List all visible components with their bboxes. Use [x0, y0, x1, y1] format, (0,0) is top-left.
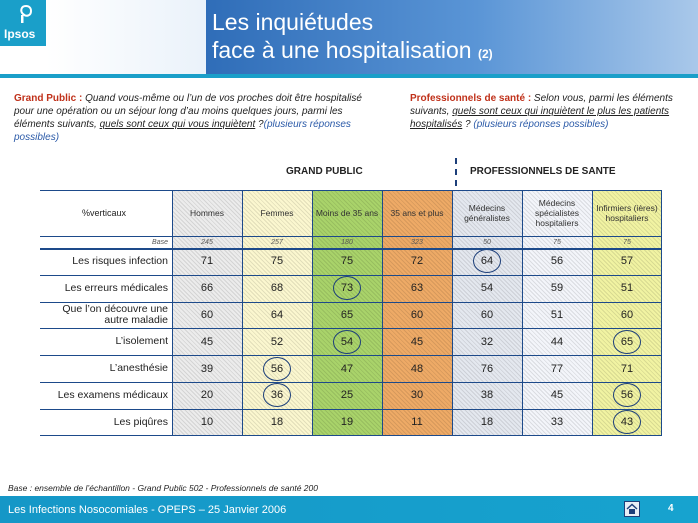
base-label: Base	[152, 238, 168, 246]
column-header: Moins de 35 ans	[315, 208, 379, 218]
footer	[0, 496, 698, 523]
table-cell	[382, 355, 452, 382]
header-left-strip	[46, 0, 206, 74]
table-cell	[382, 328, 452, 355]
cell-value: 52	[270, 335, 284, 348]
results-table	[40, 190, 662, 436]
table-cell	[522, 355, 592, 382]
title-line-2-text: face à une hospitalisation	[212, 37, 472, 63]
table-cell	[312, 382, 382, 409]
column-divider	[312, 190, 313, 436]
cell-value: 33	[550, 416, 564, 429]
base-note: Base : ensemble de l’échantillon - Grand Public 502 - Professionnels de santé 200	[8, 483, 318, 493]
cell-value: 71	[620, 362, 634, 375]
logo-mark-icon	[18, 4, 34, 24]
question-pro-lead: Professionnels de santé :	[410, 93, 532, 104]
title-line-1: Les inquiétudes	[212, 9, 374, 35]
column-header: Femmes	[260, 208, 294, 218]
table-cell	[452, 355, 522, 382]
row-divider	[40, 409, 662, 410]
table-cell	[242, 302, 312, 329]
table-cell-highlighted	[312, 328, 382, 355]
question-professionnels	[410, 92, 690, 131]
table-cell	[452, 382, 522, 409]
cell-value: 20	[200, 389, 214, 402]
cell-value: 56	[613, 383, 641, 407]
row-label: Que l’on découvre une autre maladie	[62, 302, 168, 326]
cell-value: 32	[480, 335, 494, 348]
cell-value: 75	[340, 255, 354, 268]
table-cell-highlighted	[312, 275, 382, 302]
row-divider	[40, 236, 662, 237]
base-value: 323	[411, 238, 423, 246]
column-header: Hommes	[189, 208, 224, 218]
table-cell	[172, 248, 242, 275]
cell-value: 19	[340, 416, 354, 429]
row-divider	[40, 248, 662, 250]
row-divider	[40, 302, 662, 303]
row-divider	[40, 435, 662, 436]
row-divider	[40, 328, 662, 329]
table-cell-highlighted	[592, 328, 662, 355]
table-cell	[382, 302, 452, 329]
cell-value: 45	[200, 335, 214, 348]
cell-value: 64	[270, 308, 284, 321]
question-grand-public	[14, 92, 384, 144]
table-cell	[522, 409, 592, 436]
table-cell-highlighted	[452, 248, 522, 275]
table-cell	[312, 355, 382, 382]
table-cell	[592, 248, 662, 275]
cell-value: 60	[620, 308, 634, 321]
cell-value: 54	[333, 330, 361, 354]
table-cell	[172, 328, 242, 355]
column-header: 35 ans et plus	[390, 208, 444, 218]
cell-value: 25	[340, 389, 354, 402]
table-cell	[452, 302, 522, 329]
footer-text: Les Infections Nosocomiales - OPEPS – 25 Janvier 2006	[8, 504, 287, 516]
question-gp-lead: Grand Public :	[14, 93, 83, 104]
table-cell	[172, 355, 242, 382]
base-value: 257	[271, 238, 283, 246]
table-cell	[242, 328, 312, 355]
cell-value: 60	[410, 308, 424, 321]
question-gp-underlined: quels sont ceux qui vous inquiètent	[99, 119, 256, 130]
cell-value: 56	[263, 357, 291, 381]
column-header: Médecins spécialistes hospitaliers	[535, 198, 579, 228]
question-gp-end: ?	[255, 119, 264, 130]
column-divider	[242, 190, 243, 436]
row-label: Les erreurs médicales	[64, 281, 168, 294]
cell-value: 51	[620, 282, 634, 295]
row-label: Les risques infection	[72, 254, 168, 267]
cell-value: 71	[200, 255, 214, 268]
question-pro-underlined: quels sont ceux qui inquiètent le plus les patients hospitalisés	[410, 106, 670, 130]
logo-text: Ipsos	[4, 27, 36, 41]
cell-value: 54	[480, 282, 494, 295]
table-cell	[592, 275, 662, 302]
row-label: L’anesthésie	[109, 362, 168, 375]
home-icon	[626, 503, 638, 515]
table-cell	[242, 248, 312, 275]
table-cell	[452, 275, 522, 302]
row-divider	[40, 190, 662, 191]
table-cell	[382, 248, 452, 275]
cell-value: 45	[410, 335, 424, 348]
table-cell	[172, 409, 242, 436]
cell-value: 65	[340, 308, 354, 321]
cell-value: 64	[473, 249, 501, 273]
cell-value: 45	[550, 389, 564, 402]
row-label: L’isolement	[115, 335, 168, 348]
cell-value: 60	[480, 308, 494, 321]
table-cell	[312, 302, 382, 329]
cell-value: 36	[263, 383, 291, 407]
base-value: 180	[341, 238, 353, 246]
column-divider	[452, 190, 453, 436]
question-pro-note: (plusieurs réponses possibles)	[473, 119, 609, 130]
column-divider	[382, 190, 383, 436]
table-cell	[452, 328, 522, 355]
base-value: 75	[553, 238, 561, 246]
base-value: 245	[201, 238, 213, 246]
table-cell	[172, 275, 242, 302]
home-button[interactable]	[624, 501, 640, 517]
cell-value: 73	[333, 276, 361, 300]
table-cell-highlighted	[242, 355, 312, 382]
cell-value: 18	[270, 416, 284, 429]
table-cell	[382, 275, 452, 302]
cell-value: 60	[200, 308, 214, 321]
row-divider	[40, 355, 662, 356]
table-cell	[452, 409, 522, 436]
cell-value: 72	[410, 255, 424, 268]
table-cell	[382, 409, 452, 436]
cell-value: 10	[200, 416, 214, 429]
question-pro-end: ?	[462, 119, 474, 130]
page-number: 4	[668, 503, 674, 514]
cell-value: 77	[550, 362, 564, 375]
column-divider	[661, 190, 662, 436]
column-divider	[522, 190, 523, 436]
row-label: Les examens médicaux	[57, 388, 168, 401]
question-gp-note: (plusieurs réponses possibles)	[14, 119, 351, 143]
cell-value: 65	[613, 330, 641, 354]
row-divider	[40, 275, 662, 276]
header-underline	[0, 74, 698, 78]
cell-value: 47	[340, 362, 354, 375]
table-cell	[522, 302, 592, 329]
table-cell-highlighted	[592, 409, 662, 436]
question-gp-text: Quand vous-même ou l’un de vos proches doit être hospitalisé pour une opération ou un séjour long d’au moins quelques jours, parmi les éléments suivants,	[14, 93, 362, 130]
column-divider	[592, 190, 593, 436]
page-title	[212, 8, 493, 68]
cell-value: 68	[270, 282, 284, 295]
table-cell	[242, 275, 312, 302]
table-cell	[592, 302, 662, 329]
group-header-grand-public: GRAND PUBLIC	[286, 166, 363, 177]
table-cell	[242, 409, 312, 436]
row-divider	[40, 382, 662, 383]
cell-value: 43	[613, 410, 641, 434]
group-divider	[455, 158, 457, 186]
cell-value: 76	[480, 362, 494, 375]
group-header-professionnels: PROFESSIONNELS DE SANTE	[470, 166, 616, 177]
cell-value: 30	[410, 389, 424, 402]
base-value: 50	[483, 238, 491, 246]
column-header: Médecins généralistes	[464, 203, 510, 223]
table-cell	[522, 275, 592, 302]
cell-value: 11	[411, 416, 423, 429]
table-cell	[382, 382, 452, 409]
header	[0, 0, 698, 74]
column-header: Infirmiers (ières) hospitaliers	[596, 203, 658, 223]
cell-value: 18	[480, 416, 494, 429]
row-label: Les piqûres	[113, 415, 168, 428]
table-cell	[312, 409, 382, 436]
table-cell	[522, 328, 592, 355]
cell-value: 56	[550, 255, 564, 268]
ipsos-logo	[0, 0, 46, 46]
cell-value: 48	[410, 362, 424, 375]
question-pro-text: Selon vous, parmi les éléments suivants,	[410, 93, 673, 117]
title-line-2	[212, 36, 493, 68]
cell-value: 44	[550, 335, 564, 348]
table-cell	[592, 355, 662, 382]
cell-value: 38	[480, 389, 494, 402]
table-cell	[172, 382, 242, 409]
cell-value: 63	[410, 282, 424, 295]
cell-value: 51	[550, 308, 564, 321]
table-cell-highlighted	[242, 382, 312, 409]
cell-value: 66	[200, 282, 214, 295]
column-divider	[172, 190, 173, 436]
cell-value: 75	[270, 255, 284, 268]
cell-value: 57	[620, 255, 634, 268]
corner-label: %verticaux	[81, 207, 126, 218]
table-cell	[522, 382, 592, 409]
table-cell	[312, 248, 382, 275]
table-cell	[172, 302, 242, 329]
base-value: 75	[623, 238, 631, 246]
cell-value: 59	[550, 282, 564, 295]
cell-value: 39	[200, 362, 214, 375]
table-cell-highlighted	[592, 382, 662, 409]
table-cell	[522, 248, 592, 275]
title-suffix: (2)	[477, 47, 493, 61]
